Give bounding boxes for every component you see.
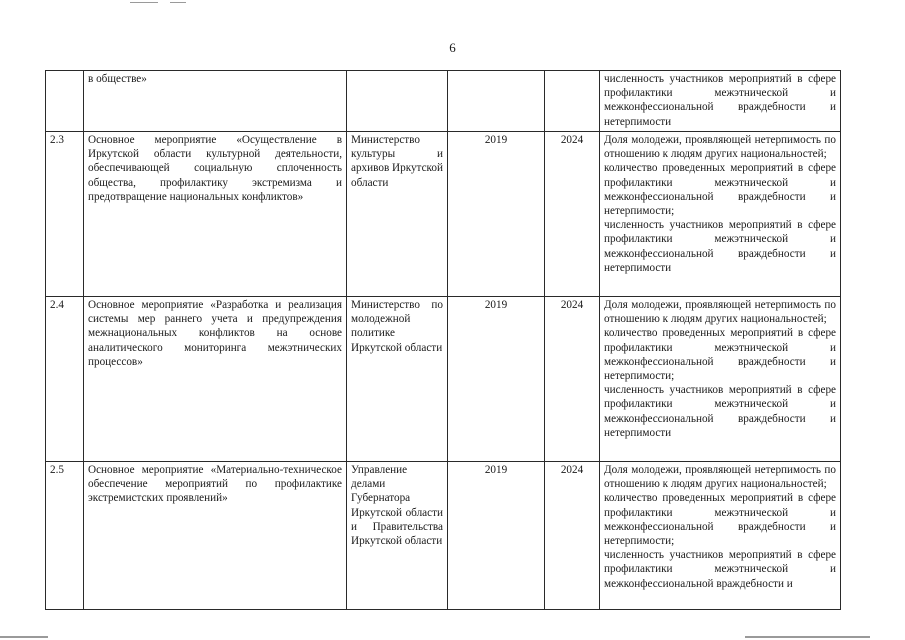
indicator: численность участников мероприятий в сфере профилактики межэтнической и межконфессиональной враждебности и нетерпимости (604, 73, 836, 128)
responsible-executor (347, 71, 448, 132)
activity-name: Основное мероприятие «Разработка и реализация системы мер раннего учета и предупреждения межнациональных конфликтов на основе аналитического мониторинга межэтнических процессов» (84, 297, 347, 462)
table-row (46, 462, 841, 610)
end-year: 2024 (545, 132, 600, 297)
start-year: 2019 (448, 132, 545, 297)
start-year (448, 71, 545, 132)
indicators-cell (600, 462, 841, 610)
row-number: 2.3 (46, 132, 84, 297)
indicator: численность участников мероприятий в сфере профилактики межэтнической и межконфессиональной враждебности и нетерпимости (604, 384, 836, 439)
indicator: количество проведенных мероприятий в сфере профилактики межэтнической и межконфессиональной враждебности и нетерпимости; (604, 162, 836, 218)
activity-name: в обществе» (84, 71, 347, 132)
row-number: 2.4 (46, 297, 84, 462)
table-row (46, 132, 841, 297)
activity-name: Основное мероприятие «Осуществление в Иркутской области культурной деятельности, обеспечивающей социальную сплоченность общества, профилактику экстремизма и предотвращение национальных конфликтов» (84, 132, 347, 297)
row-number: 2.5 (46, 462, 84, 610)
table-row (46, 297, 841, 462)
activity-name: Основное мероприятие «Материально-техническое обеспечение мероприятий по профилактике экстремистских проявлений» (84, 462, 347, 610)
page-number: 6 (449, 40, 456, 55)
row-number (46, 71, 84, 132)
start-year: 2019 (448, 297, 545, 462)
start-year: 2019 (448, 462, 545, 610)
table-row (46, 71, 841, 132)
program-table (45, 70, 841, 610)
indicator: Доля молодежи, проявляющей нетерпимость по отношению к людям других национальностей; (604, 464, 836, 491)
responsible-executor: Министерство культуры и архивов Иркутской области (347, 132, 448, 297)
indicator: численность участников мероприятий в сфере профилактики межэтнической и межконфессиональной враждебности и (604, 549, 836, 590)
responsible-executor: Министерство по молодежной политике Иркутской области (347, 297, 448, 462)
responsible-executor: Управление делами Губернатора Иркутской области и Правительства Иркутской области (347, 462, 448, 610)
indicators-cell (600, 71, 841, 132)
indicator: Доля молодежи, проявляющей нетерпимость по отношению к людям других национальностей; (604, 134, 836, 161)
indicators-cell (600, 297, 841, 462)
indicator: численность участников мероприятий в сфере профилактики межэтнической и межконфессиональной враждебности и нетерпимости (604, 219, 836, 274)
indicator: Доля молодежи, проявляющей нетерпимость по отношению к людям других национальностей; (604, 299, 836, 326)
indicator: количество проведенных мероприятий в сфере профилактики межэтнической и межконфессиональной враждебности и нетерпимости; (604, 492, 836, 548)
end-year: 2024 (545, 462, 600, 610)
end-year: 2024 (545, 297, 600, 462)
indicator: количество проведенных мероприятий в сфере профилактики межэтнической и межконфессиональной враждебности и нетерпимости; (604, 327, 836, 383)
indicators-cell (600, 132, 841, 297)
end-year (545, 71, 600, 132)
